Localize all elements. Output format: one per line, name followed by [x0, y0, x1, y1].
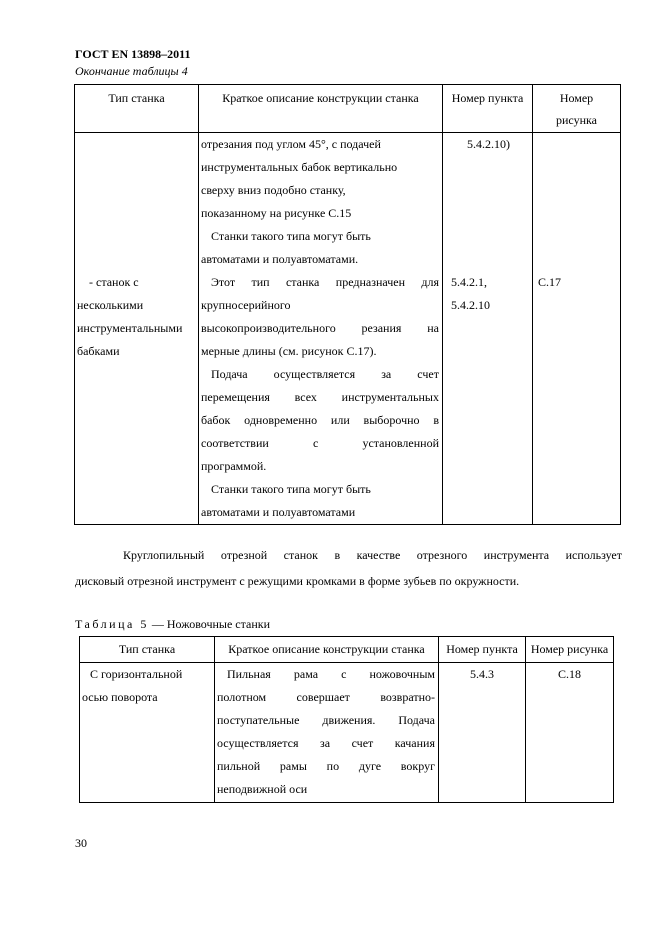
description-cell: Пильная рама с ножовочным полотном совершает возвратно- поступательные движения. Подача осуществляется за счет качания пильной рамы по дуге вокруг неподвижной оси — [215, 663, 439, 803]
figure-number-cell: С.18 — [526, 663, 614, 803]
table-continuation-caption: Окончание таблицы 4 — [75, 64, 188, 78]
col-header-figure: Номер рисунка — [526, 637, 614, 663]
table-5-label: Таблица 5 — [75, 617, 149, 631]
body-paragraph: Круглопильный отрезной станок в качестве отрезного инструмента использует дисковый отрезной инструмент с режущими кромками в форме зубьев по окружности. — [75, 548, 622, 588]
col-header-figure: Номер рисунка — [533, 85, 621, 133]
table-4 — [74, 84, 621, 525]
table-5-header-row — [80, 637, 614, 663]
col-header-type: Тип станка — [75, 85, 199, 133]
table-5-title: — Ножовочные станки — [148, 617, 271, 631]
machine-type-cell: С горизонтальной осью поворота — [80, 663, 215, 803]
table-row — [80, 663, 614, 803]
description-cell: отрезания под углом 45°, с подачей инструментальных бабок вертикально сверху вниз подобно станку, показанному на рисунке С.15 Станки такого типа могут быть автоматами и полуавтоматами. Этот тип станка предназначен для крупносерийного высокопроизводительного резания на мерные длины (см. рисунок С.17). Подача осуществляется за счет перемещения всех инструментальных бабок одновременно или выборочно в соответствии с установленной программой. Станки такого типа могут быть автоматами и полуавтоматами — [199, 133, 443, 525]
col-header-description: Краткое описание конструкции станка — [199, 85, 443, 133]
figure-number-cell: С.17 — [533, 133, 621, 525]
point-number-cell: 5.4.3 — [439, 663, 526, 803]
page-number: 30 — [75, 836, 87, 850]
table-4-header-row — [75, 85, 621, 133]
point-number-cell: 5.4.2.10) 5.4.2.1, 5.4.2.10 — [443, 133, 533, 525]
table-5 — [79, 636, 614, 803]
table-5-caption — [75, 617, 270, 632]
col-header-point: Номер пункта — [443, 85, 533, 133]
standard-header: ГОСТ EN 13898–2011 — [75, 47, 191, 61]
col-header-type: Тип станка — [80, 637, 215, 663]
col-header-point: Номер пункта — [439, 637, 526, 663]
col-header-description: Краткое описание конструкции станка — [215, 637, 439, 663]
table-row — [75, 133, 621, 525]
machine-type-cell: - станок с несколькими инструментальными бабками — [75, 133, 199, 525]
